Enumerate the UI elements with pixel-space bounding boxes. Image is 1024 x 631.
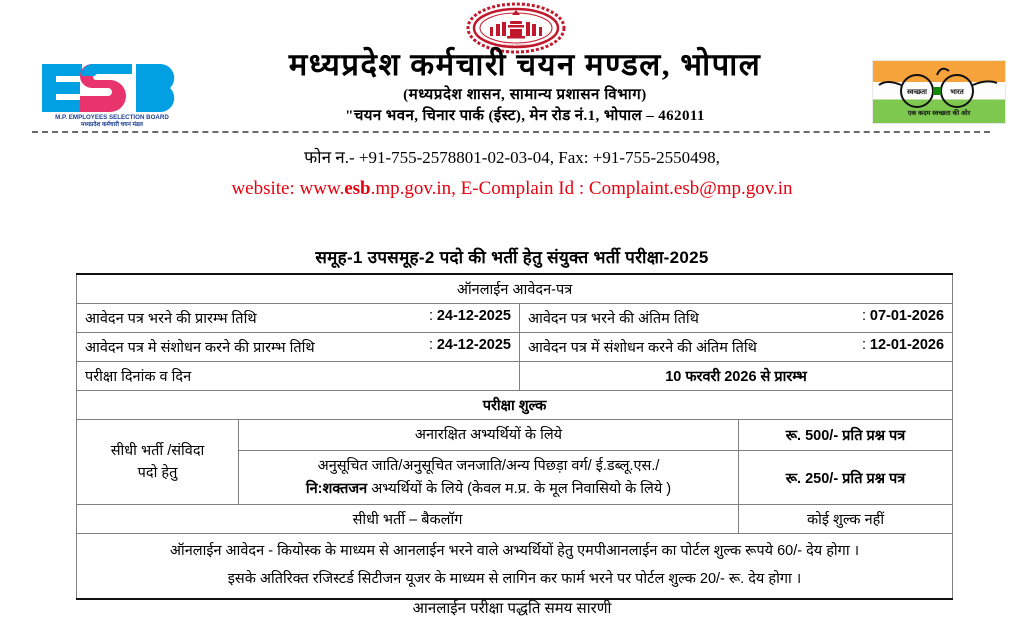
- organisation-address: "चयन भवन, चिनार पार्क (ईस्ट), मेन रोड नं.1, भोपाल – 462011: [345, 108, 705, 125]
- organisation-name-block: [190, 48, 860, 125]
- online-exam-timetable-note: आनलाईन परीक्षा पद्धति समय सारणी: [412, 600, 612, 617]
- application-start-date-value: 24-12-2025: [436, 308, 511, 324]
- fee-category-line1: सीधी भर्ती /संविदा: [110, 442, 205, 459]
- application-start-date-label: आवेदन पत्र भरने की प्रारम्भ तिथि: [85, 311, 257, 327]
- correction-last-date-colon: :: [862, 337, 867, 353]
- correction-start-date-cell: [77, 333, 520, 362]
- backlog-label: सीधी भर्ती – बैकलॉग: [77, 505, 739, 534]
- swachh-caption: एक कदम स्वच्छता की ओर: [907, 110, 971, 117]
- table-row-portal-fee-note: [77, 534, 953, 599]
- exam-date-label: परीक्षा दिनांक व दिन: [77, 362, 520, 391]
- application-last-date-colon: :: [862, 308, 867, 324]
- swachh-right-label: भारत: [950, 89, 964, 96]
- table-row-fee-unreserved: [77, 420, 953, 451]
- website-suffix: .mp.gov.in, E-Complain Id : Complaint.esb@mp.gov.in: [370, 178, 793, 199]
- online-application-heading: ऑनलाईन आवेदन-पत्र: [77, 274, 953, 304]
- exam-fee-heading: परीक्षा शुल्क: [77, 391, 953, 420]
- fee-unreserved-amount: रू. 500/- प्रति प्रश्न पत्र: [739, 420, 953, 451]
- fee-reserved-description-line2: [247, 478, 730, 500]
- fee-unreserved-description: अनारक्षित अभ्यर्थियों के लिये: [239, 420, 739, 451]
- correction-start-date-colon: :: [428, 337, 433, 353]
- fee-category-line2: पदो हेतु: [137, 465, 178, 482]
- correction-start-date-value: 24-12-2025: [436, 337, 511, 353]
- correction-last-date-value: 12-01-2026: [869, 337, 945, 353]
- fee-reserved-amount: रू. 250/- प्रति प्रश्न पत्र: [739, 451, 953, 505]
- table-row-correction-dates: [77, 333, 953, 362]
- recruitment-schedule-table: [76, 273, 953, 600]
- fee-reserved-description: [239, 451, 739, 505]
- portal-fee-note-line2: इसके अतिरिक्त रजिस्टर्ड सिटीजन यूजर के माध्यम से लागिन कर फार्म भरने पर पोर्टल शुल्क 20/- रू. देय होगा ।: [227, 570, 802, 587]
- application-start-date-cell: [77, 304, 520, 333]
- table-row-start-dates: [77, 304, 953, 333]
- correction-start-date-label: आवेदन पत्र मे संशोधन करने की प्रारम्भ तिथि: [85, 340, 315, 356]
- organisation-title: मध्यप्रदेश कर्मचारी चयन मण्डल, भोपाल: [288, 47, 762, 82]
- swachh-left-label: स्वच्छता: [907, 89, 927, 96]
- organisation-department: (मध्यप्रदेश शासन, सामान्य प्रशासन विभाग): [403, 87, 647, 104]
- application-last-date-value: 07-01-2026: [869, 308, 945, 324]
- website-prefix: website: www.: [231, 178, 345, 199]
- application-start-date-colon: :: [428, 308, 433, 324]
- fee-reserved-divyang-keyword: नि:शक्तजन: [305, 480, 368, 497]
- fee-reserved-description-line1: अनुसूचित जाति/अनुसूचित जनजाति/अन्य पिछड़ा वर्ग/ ई.डब्लू.एस./: [317, 458, 660, 475]
- swachh-bharat-logo: [872, 60, 1006, 124]
- fee-reserved-description-rest: अभ्यर्थियों के लिये (केवल म.प्र. के मूल निवासियो के लिये ): [367, 480, 672, 497]
- exam-date-value: 10 फरवरी 2026 से प्रारम्भ: [520, 362, 953, 391]
- page-title: समूह-1 उपसमूह-2 पदो की भर्ती हेतु संयुक्त भर्ती परीक्षा-2025: [315, 248, 709, 267]
- contact-website-line: [0, 178, 1024, 200]
- website-esb-bold: esb: [344, 178, 371, 199]
- application-last-date-cell: [520, 304, 953, 333]
- header-divider: [32, 131, 990, 133]
- table-row-online-application-heading: [77, 274, 953, 304]
- table-row-backlog: [77, 505, 953, 534]
- correction-last-date-cell: [520, 333, 953, 362]
- correction-last-date-label: आवेदन पत्र में संशोधन करने की अंतिम तिथि: [528, 340, 757, 356]
- fee-category-direct-recruitment: [77, 420, 239, 505]
- letterhead: [0, 0, 1024, 134]
- portal-fee-note: [77, 534, 953, 599]
- backlog-amount: कोई शुल्क नहीं: [739, 505, 953, 534]
- esb-logo: [36, 56, 188, 128]
- table-row-exam-date: [77, 362, 953, 391]
- svg-text:MADHYA PRADESH: MADHYA PRADESH: [497, 43, 535, 48]
- table-row-fee-heading: [77, 391, 953, 420]
- application-last-date-label: आवेदन पत्र भरने की अंतिम तिथि: [528, 311, 699, 327]
- esb-logo-caption-en: M.P. EMPLOYEES SELECTION BOARD: [55, 114, 169, 121]
- portal-fee-note-line1: ऑनलाईन आवेदन - कियोस्क के माध्यम से आनलाईन भरने वाले अभ्यर्थियों हेतु एमपीआनलाईन का पोर्टल शुल्क रूपये 60/- देय होगा ।: [169, 543, 860, 560]
- contact-phone-line: फोन न.- +91-755-2578801-02-03-04, Fax: +91-755-2550498,: [304, 148, 720, 167]
- esb-logo-caption-hi: मध्यप्रदेश कर्मचारी चयन मंडल: [81, 122, 143, 128]
